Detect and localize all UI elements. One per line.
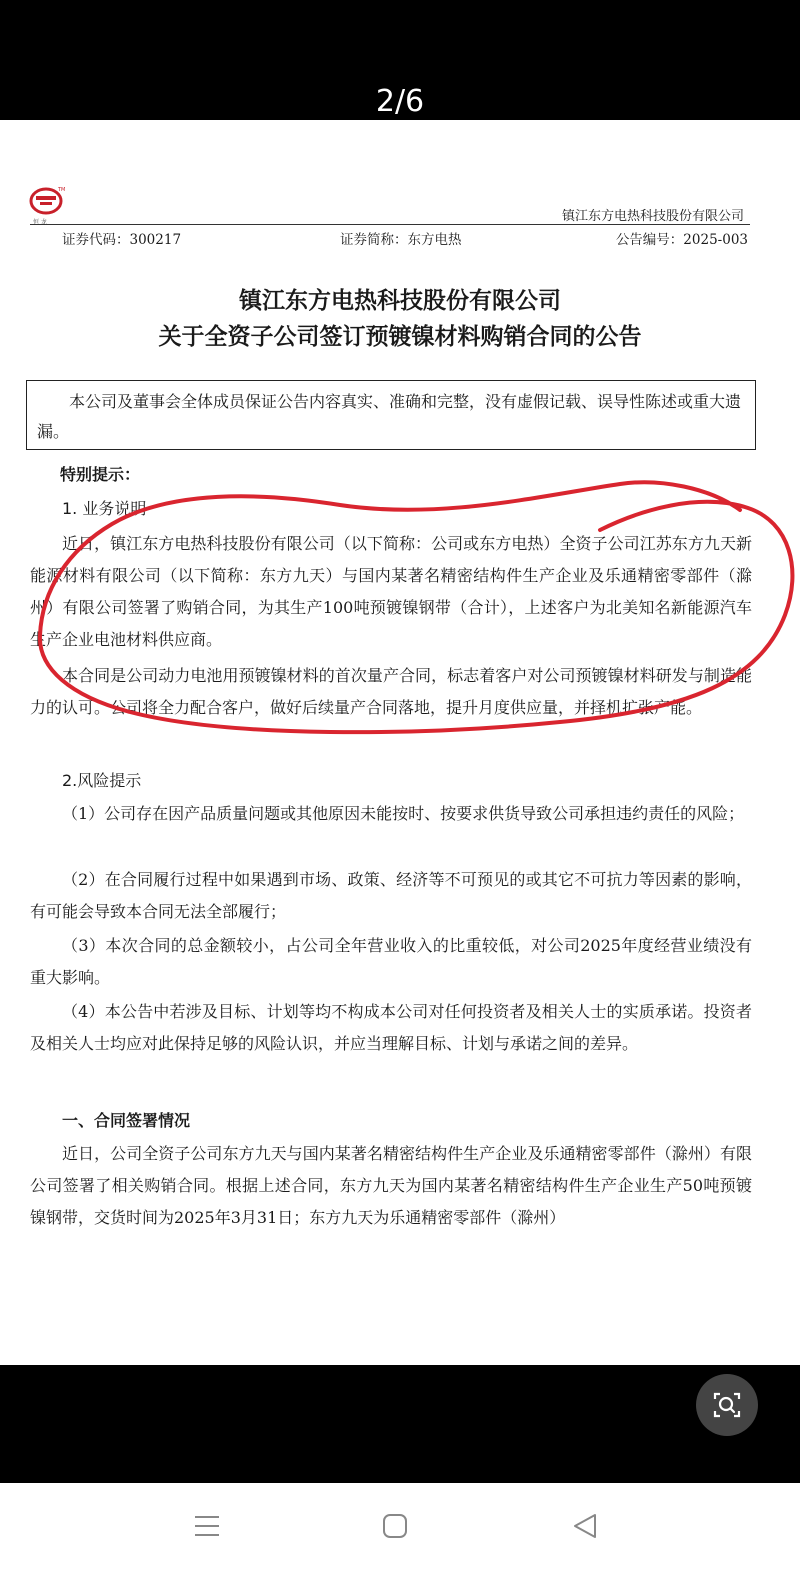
security-abbr: 证券简称：东方电热 [340, 232, 462, 248]
security-code: 证券代码：300217 [62, 232, 182, 248]
back-icon [571, 1512, 599, 1540]
home-button[interactable] [370, 1503, 420, 1549]
announcement-number: 公告编号：2025-003 [615, 232, 748, 248]
home-icon [381, 1512, 409, 1540]
company-header: 镇江东方电热科技股份有限公司 [561, 209, 744, 224]
title-line-1: 镇江东方电热科技股份有限公司 [239, 288, 561, 314]
title-line-2: 关于全资子公司签订预镀镍材料购销合同的公告 [158, 324, 642, 350]
viewer-bottom-bar [0, 1365, 800, 1483]
menu-icon [193, 1514, 221, 1538]
section-1-paragraph: 近日，公司全资子公司东方九天与国内某著名精密结构件生产企业及乐通精密零部件（滁州）有限公司签署了相关购销合同。根据上述合同，东方九天为国内某著名精密结构件生产企业生产50吨预镀镍钢带，交货时间为2025年3月31日；东方九天为乐通精密零部件（滁州） [30, 1144, 752, 1227]
risk-item-4: （4）本公告中若涉及目标、计划等均不构成本公司对任何投资者及相关人士的实质承诺。投资者及相关人士均应对此保持足够的风险认识，并应当理解目标、计划与承诺之间的差异。 [30, 1002, 752, 1053]
document-page[interactable] [0, 120, 800, 1365]
risk-item-2: （2）在合同履行过程中如果遇到市场、政策、经济等不可预见的或其它不可抗力等因素的影响，有可能会导致本合同无法全部履行； [30, 870, 752, 921]
risk-item-1: （1）公司存在因产品质量问题或其他原因未能按时、按要求供货导致公司承担违约责任的风险； [62, 804, 745, 823]
header-divider [30, 224, 750, 225]
image-search-button[interactable] [696, 1374, 758, 1436]
special-tips-heading: 特别提示： [60, 465, 141, 484]
business-heading: 1. 业务说明 [62, 499, 147, 518]
system-navigation-bar [0, 1483, 800, 1570]
back-button[interactable] [560, 1503, 610, 1549]
svg-text:TM: TM [58, 187, 66, 193]
guarantee-notice-box: 本公司及董事会全体成员保证公告内容真实、准确和完整，没有虚假记载、误导性陈述或重大遗漏。 [26, 380, 756, 450]
menu-button[interactable] [182, 1503, 232, 1549]
section-1-heading: 一、合同签署情况 [62, 1111, 191, 1130]
risk-heading: 2.风险提示 [62, 771, 142, 790]
image-search-icon [712, 1390, 742, 1420]
business-paragraph-2: 本合同是公司动力电池用预镀镍材料的首次量产合同，标志着客户对公司预镀镍材料研发与制造能力的认可。公司将全力配合客户，做好后续量产合同落地，提升月度供应量，并择机扩张产能。 [30, 666, 752, 717]
business-paragraph-1: 近日，镇江东方电热科技股份有限公司（以下简称：公司或东方电热）全资子公司江苏东方九天新能源材料有限公司（以下简称：东方九天）与国内某著名精密结构件生产企业及乐通精密零部件（滁州）有限公司签署了购销合同，为其生产100吨预镀镍钢带（合计），上述客户为北美知名新能源汽车生产企业电池材料供应商。 [30, 534, 752, 649]
company-logo-icon [28, 184, 68, 228]
svg-text:恒 龙: 恒 龙 [33, 219, 47, 226]
page-indicator: 2/6 [375, 84, 425, 119]
viewer-top-bar [0, 0, 800, 120]
risk-item-3: （3）本次合同的总金额较小，占公司全年营业收入的比重较低，对公司2025年度经营业绩没有重大影响。 [30, 936, 752, 987]
